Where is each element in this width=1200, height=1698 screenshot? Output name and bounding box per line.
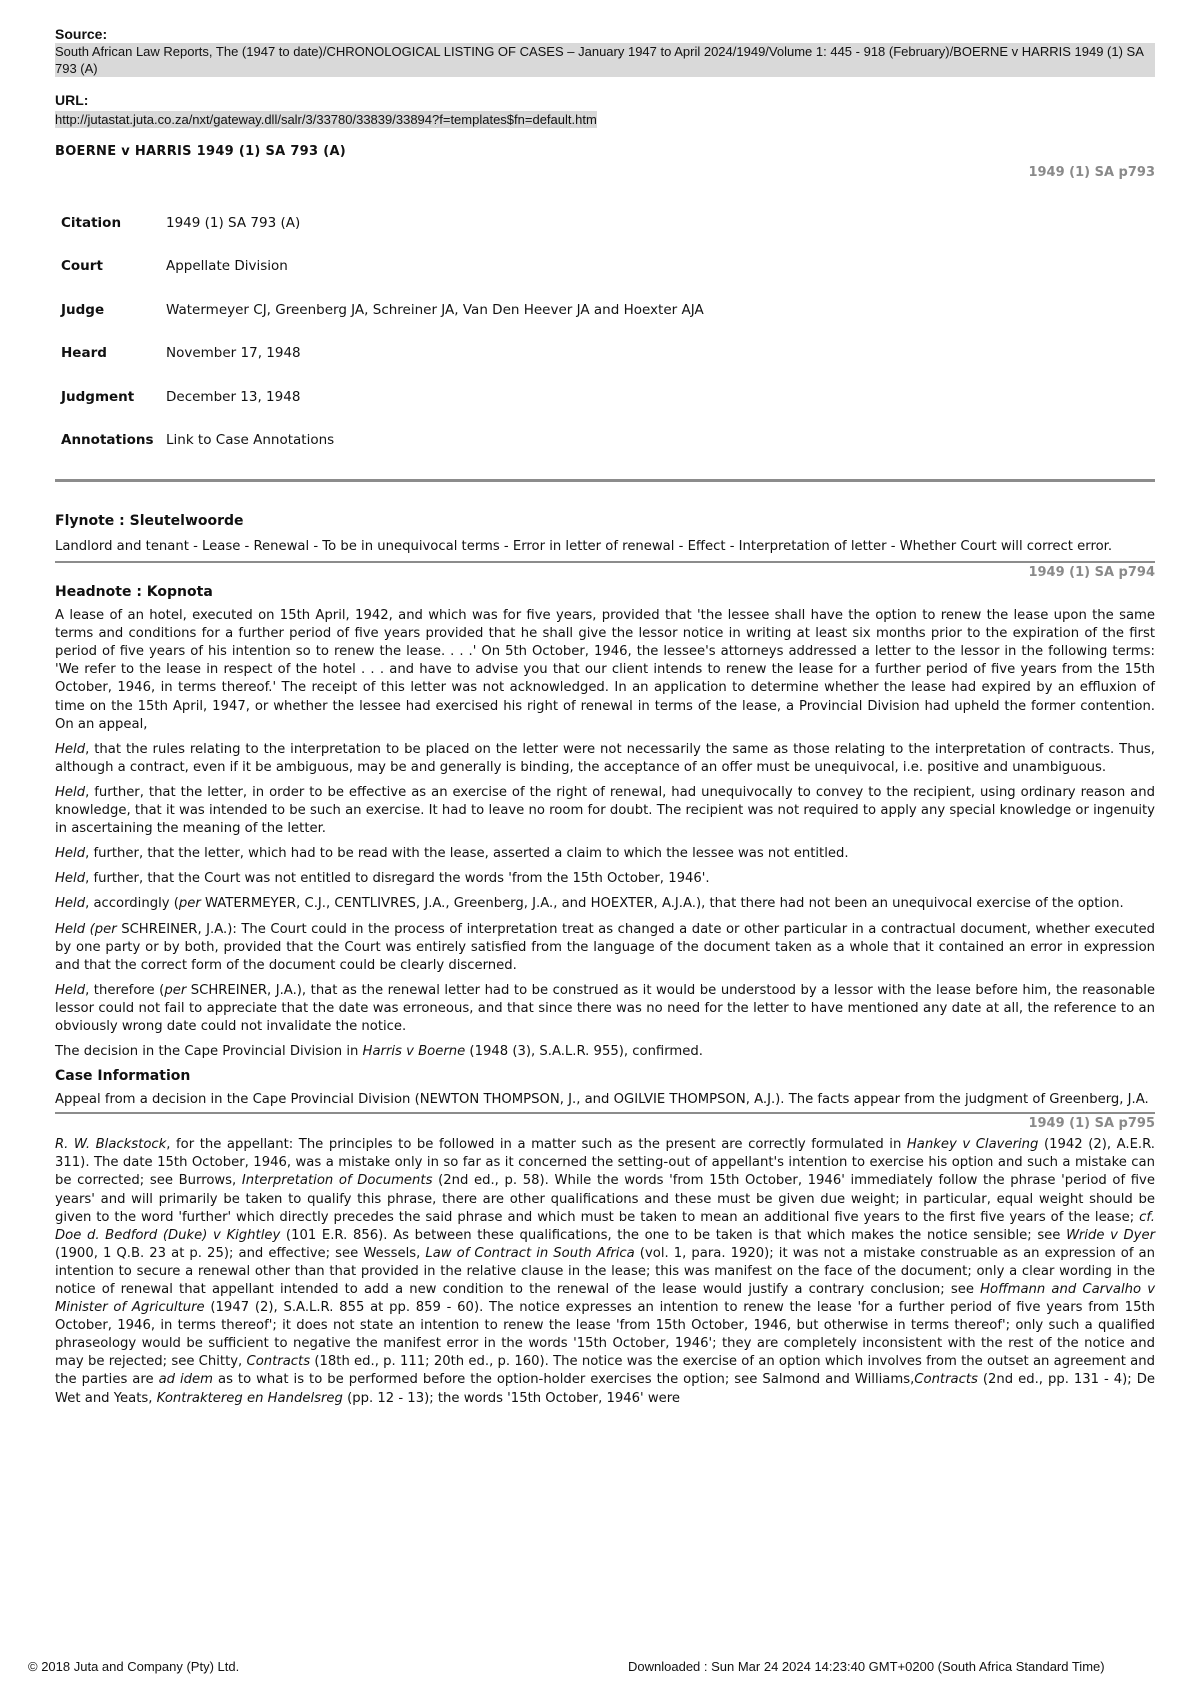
info-key: Annotations — [61, 432, 154, 449]
flynote-heading: Flynote : Sleutelwoorde — [55, 513, 244, 529]
held-word: Held — [55, 741, 86, 757]
case-citation: Kontraktereg en Handelsreg — [156, 1390, 343, 1406]
case-info-table — [61, 201, 704, 462]
info-value: November 17, 1948 — [166, 345, 301, 362]
info-key: Heard — [61, 345, 107, 362]
argument-text: (1900, 1 Q.B. 23 at p. 25); and effective; see Wessels, — [55, 1245, 426, 1261]
info-value: 1949 (1) SA 793 (A) — [166, 214, 301, 231]
per-word: per — [164, 982, 187, 998]
latin-term: ad idem — [158, 1372, 214, 1388]
held-paragraph — [55, 895, 1155, 913]
held-paragraph — [55, 921, 1155, 975]
decision-paragraph — [55, 1043, 1155, 1061]
argument-text: (pp. 12 - 13); the words '15th October, 1946' were — [342, 1390, 680, 1406]
counsel-name: R. W. Blackstock — [55, 1137, 167, 1153]
held-text: , further, that the letter, in order to be effective as an exercise of the right of renewal, had unequivocally to convey to the recipient, using ordinary reason and knowledge, that it was intended to be such an exercise. It had to leave no room for doubt. The recipient was not required to apply any special knowledge or ingenuity in ascertaining the meaning of the letter. — [55, 784, 1155, 837]
argument-text: (18th ed., p. 111; 20th ed., p. 160). The notice was the exercise of an option which involves from the outset an agreement and the parties are — [55, 1354, 1155, 1388]
source-block — [55, 26, 1155, 77]
held-paragraph — [55, 845, 1155, 863]
info-value: Appellate Division — [166, 258, 288, 275]
decision-text: The decision in the Cape Provincial Division in — [55, 1044, 363, 1060]
info-row-heard — [61, 332, 704, 376]
argument-text: (2nd ed., pp. 131 - 4); De Wet and Yeats, — [55, 1372, 1155, 1406]
footer-downloaded: Downloaded : Sun Mar 24 2024 14:23:40 GMT+0200 (South Africa Standard Time) — [628, 1659, 1105, 1674]
flynote-text: Landlord and tenant - Lease - Renewal - To be in unequivocal terms - Error in letter of renewal - Effect - Interpretation of letter - Whether Court will correct error. — [55, 539, 1113, 554]
held-paragraph — [55, 870, 1155, 888]
info-key: Judge — [61, 301, 105, 318]
held-text: , that the rules relating to the interpretation to be placed on the letter were not necessarily the same as those relating to the interpretation of contracts. Thus, although a contract, even if it be ambiguous, may be and generally is binding, the acceptance of an offer must be unequivocal, i.e. positive and unambiguous. — [55, 741, 1155, 775]
info-key: Court — [61, 258, 103, 275]
url-block — [55, 92, 1155, 128]
case-citation: Contracts — [914, 1372, 978, 1388]
argument-text: (101 E.R. 856). As between these qualifications, the one to be taken is that which makes the notice sensible; see — [280, 1227, 1067, 1243]
per-word: per — [178, 896, 201, 912]
held-text: , accordingly ( — [85, 896, 179, 912]
case-citation: Hoffmann and Carvalho v Minister of Agriculture — [55, 1282, 1155, 1316]
case-citation: Hankey v Clavering — [906, 1137, 1039, 1153]
info-key: Citation — [61, 214, 122, 231]
held-paragraph — [55, 784, 1155, 838]
url-label: URL: — [55, 92, 89, 108]
held-text: WATERMEYER, C.J., CENTLIVRES, J.A., Greenberg, J.A., and HOEXTER, A.J.A.), that there had not been an unequivocal exercise of the option. — [200, 896, 1124, 912]
page-divider — [55, 1112, 1155, 1114]
held-word: Held — [55, 846, 86, 862]
section-divider — [55, 479, 1155, 482]
held-text: , therefore ( — [85, 982, 165, 998]
case-citation: Interpretation of Documents — [241, 1173, 433, 1189]
case-information-heading: Case Information — [55, 1068, 191, 1085]
headnote-paragraph: A lease of an hotel, executed on 15th April, 1942, and which was for five years, provided that 'the lessee shall have the option to renew the lease upon the same terms and conditions for a further period of five years provided that he shall give the lessor notice in writing at least six months prior to the expiration of the first period of five years of his intention so to renew the lease. . . .' On 5th October, 1946, the lessee's attorneys addressed a letter to the lessor in the following terms: 'We refer to the lease in respect of the hotel . . . and have to advise you that our client intends to renew the lease for a further period of five years from the 15th October, 1946, in terms thereof.' The receipt of this letter was not acknowledged. In an application to determine whether the lease had expired by an effluxion of time on the 15th April, 1947, or whether the lessee had exercised his right of renewal in terms of the lease, a Provincial Division had upheld the former contention. On an appeal, — [55, 608, 1155, 732]
argument-text: (vol. 1, para. 1920); it was not a mistake construable as an expression of an intention to secure a renewal other than that provided in the relative clause in the lease; this was manifest on the face of the document; only a clear wording in the notice of renewal that appellant intended to add a new condition to the renewal of the lease would justify a contrary conclusion; see — [55, 1245, 1155, 1297]
case-citation: cf. Doe d. Bedford (Duke) v Kightley — [55, 1209, 1155, 1243]
source-label: Source: — [55, 26, 108, 42]
argument-text: (1947 (2), S.A.L.R. 855 at pp. 859 - 60). The notice expresses an intention to renew the lease 'for a further period of five years from 15th October, 1946, in terms thereof'; it does not state an intention to renew the lease 'from 15th October, 1946, but otherwise in terms thereof'; only such a qualified phraseology would be sufficient to negative the manifest error in the words '15th October, 1946'; they are completely inconsistent with the rest of the notice and may be rejected; see Chitty, — [55, 1300, 1155, 1370]
held-text: SCHREINER, J.A.), that as the renewal letter had to be construed as it would be understood by a lessor with the lease before him, the reasonable lessor could not fail to appreciate that the date was erroneous, and that since there was no need for the letter to have mentioned any date at all, the reference to an obviously wrong date could not invalidate the notice. — [55, 982, 1155, 1034]
info-key: Judgment — [61, 388, 135, 405]
held-word: Held — [55, 982, 86, 998]
case-title: BOERNE v HARRIS 1949 (1) SA 793 (A) — [55, 144, 347, 159]
argument-paragraph — [55, 1136, 1155, 1407]
footer-copyright: © 2018 Juta and Company (Pty) Ltd. — [28, 1659, 240, 1674]
argument-text: (1942 (2), A.E.R. 311). The date 15th October, 1946, was a mistake only in so far as it concerned the setting-out of appellant's intention to exercise his option and such a mistake can be corrected; see Burrows, — [55, 1137, 1156, 1189]
held-paragraph — [55, 741, 1155, 777]
annotations-link[interactable]: Link to Case Annotations — [166, 432, 335, 449]
case-name: Harris v Boerne — [362, 1044, 466, 1060]
info-row-judge — [61, 288, 704, 332]
case-information-text: Appeal from a decision in the Cape Provincial Division (NEWTON THOMPSON, J., and OGILVIE THOMPSON, A.J.). The facts appear from the judgment of Greenberg, J.A. — [55, 1092, 1149, 1108]
argument-text: , for the appellant: The principles to be followed in a matter such as the present are correctly formulated in — [166, 1137, 907, 1153]
per-word: per — [94, 921, 117, 937]
url-link[interactable]: http://jutastat.juta.co.za/nxt/gateway.dll/salr/3/33780/33839/33894?f=templates$fn=default.htm — [55, 112, 597, 127]
headnote-heading: Headnote : Kopnota — [55, 584, 213, 601]
info-value: December 13, 1948 — [166, 388, 301, 405]
argument-text: as to what is to be performed before the option-holder exercises the option; see Salmond and Williams, — [213, 1372, 915, 1388]
page-divider — [55, 561, 1155, 563]
held-word: Held — [55, 921, 86, 937]
page-ref-794: 1949 (1) SA p794 — [1028, 565, 1155, 581]
case-citation: Law of Contract in South Africa — [425, 1245, 635, 1261]
held-word: Held — [55, 896, 86, 912]
held-paragraph — [55, 982, 1155, 1036]
held-text: , further, that the letter, which had to be read with the lease, asserted a claim to which the lessee was not entitled. — [85, 846, 849, 862]
info-row-judgment — [61, 375, 704, 419]
page-ref-795: 1949 (1) SA p795 — [1028, 1116, 1155, 1132]
held-text: ( — [85, 921, 95, 937]
info-row-annotations — [61, 419, 704, 463]
held-word: Held — [55, 871, 86, 887]
info-row-citation — [61, 201, 704, 245]
info-value: Watermeyer CJ, Greenberg JA, Schreiner JA, Van Den Heever JA and Hoexter AJA — [166, 301, 704, 318]
argument-text: (2nd ed., p. 58). While the words 'from 15th October, 1946' immediately follow the phrase 'period of five years' and will primarily be taken to qualify this phrase, there are other qualifications and these must be given due weight; in particular, equal weight should be given to the word 'further' which directly precedes the said phrase and which must be taken to mean an additional five years to the first five years of the lease; — [55, 1173, 1155, 1225]
held-text: SCHREINER, J.A.): The Court could in the process of interpretation treat as changed a date or other particular in a contractual document, whether executed by one party or by both, provided that the Court was entirely satisfied from the language of the document taken as a whole that it contained an error in expression and that the correct form of the document could be clearly discerned. — [55, 921, 1155, 973]
case-citation: Contracts — [246, 1354, 311, 1370]
held-text: , further, that the Court was not entitled to disregard the words 'from the 15th October, 1946'. — [85, 871, 710, 887]
case-citation: Wride v Dyer — [1066, 1227, 1156, 1243]
document-page — [55, 26, 1155, 1408]
page-ref-793: 1949 (1) SA p793 — [1028, 165, 1155, 180]
held-word: Held — [55, 784, 86, 800]
info-row-court — [61, 245, 704, 289]
source-path[interactable]: South African Law Reports, The (1947 to date)/CHRONOLOGICAL LISTING OF CASES – January 1947 to April 2024/1949/Volume 1: 445 - 918 (February)/BOERNE v HARRIS 1949 (1) SA 793 (A) — [55, 43, 1155, 77]
decision-text: (1948 (3), S.A.L.R. 955), confirmed. — [465, 1044, 703, 1060]
